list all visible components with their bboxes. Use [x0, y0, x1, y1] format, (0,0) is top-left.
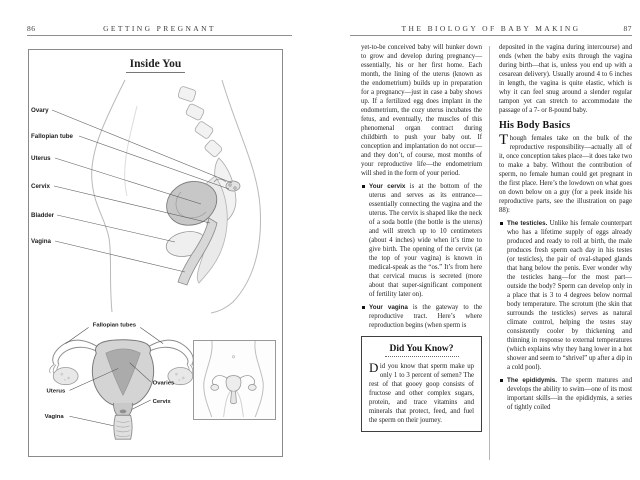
bullet-item-testicles	[499, 219, 632, 372]
right-header-rule	[350, 35, 632, 36]
inside-you-title: Inside You	[29, 58, 282, 73]
his-body-basics-heading: His Body Basics	[499, 120, 571, 131]
did-you-know-title: Did You Know?	[389, 344, 454, 354]
label-cervix: Cervix	[31, 183, 50, 190]
text-column-2	[499, 43, 632, 416]
cervical-os	[120, 410, 127, 414]
inset-torso-figure	[193, 340, 276, 420]
left-running-header: GETTING PREGNANT	[103, 24, 216, 33]
bullet-item-vagina	[361, 303, 482, 330]
label-uterus-frontal: Uterus	[46, 388, 66, 395]
label-fallopian-tubes: Fallopian tubes	[92, 322, 137, 329]
left-page-number: 86	[27, 24, 36, 33]
bullet-lead: Your cervix	[369, 183, 406, 190]
bullet-item-cervix	[361, 182, 482, 299]
label-vagina: Vagina	[31, 238, 51, 245]
label-uterus: Uterus	[31, 155, 51, 162]
paragraph: Though females take on the bulk of the reproductive responsibility—actually all of it, once conception takes place—it does take two to make a baby. Without the contribution of sperm, no female human could get pregnant in the first place. Here’s the lowdown on what goes on down below on a guy (for a peek inside his reproductive parts, see the illustration on page 88):	[499, 132, 632, 214]
left-header-rule	[27, 35, 292, 36]
frontal-view-diagram	[37, 314, 209, 442]
label-cervix-frontal: Cervix	[152, 398, 171, 405]
label-ovary: Ovary	[31, 107, 49, 114]
column-divider-rule	[489, 46, 490, 460]
bullet-item-epididymis	[499, 376, 632, 412]
bullet-lead: The epididymis.	[507, 377, 558, 384]
right-page	[320, 0, 640, 480]
dropcap: D	[369, 360, 379, 375]
bullet-text: The sperm matures and develops the ability to swim—one of its most important skills—in the epididymis, a series of tightly coiled	[507, 377, 632, 411]
inside-you-box	[28, 49, 283, 457]
bullet-marker	[362, 185, 365, 188]
bullet-text: Unlike his female counterpart who has a lifetime supply of eggs already produced and ready to roll at birth, the male produces fresh sperm each day in his testes (or testicles), the pair of oval-shaped glands that hang below the penis. Ever wonder why the testicles hang—for the most part—outside the body? Sperm can develop only in a place that is 3 to 4 degrees below normal body temperature. The scrotum (the skin that surrounds the testicles) serves as natural climate control, helping the testes stay consistently cooler by thickening and thinning in response to external temperatures (which explains why they hang lower in a hot shower and seem to “shrivel” up after a dip in a cold pool).	[507, 220, 632, 371]
right-running-header: THE BIOLOGY OF BABY MAKING	[401, 24, 581, 33]
bullet-marker	[362, 306, 365, 309]
label-vagina-frontal: Vagina	[44, 414, 64, 421]
bullet-marker	[500, 379, 503, 382]
navel	[232, 356, 234, 358]
bullet-marker	[500, 222, 503, 225]
cervix-illustration	[113, 403, 132, 415]
did-you-know-body: Did you know that sperm make up only 1 to 3 percent of semen? The rest of that gooey goop consists of fructose and other complex sugars, protein, and trace vitamins and minerals that protect, feed, and fuel the sperm on their journey.	[369, 360, 474, 424]
bullet-lead: Your vagina	[369, 304, 408, 311]
bullet-text: is at the bottom of the uterus and serves as its entrance—essentially connecting the vagina and the uterus. The cervix is shaped like the neck of a soda bottle (the bottle is the uterus) and will stretch up to 10 centimeters (about 4 inches) wide when it’s time to give birth. The opening of the cervix (at the top of your vagina) is known in medical-speak as the “os.” It’s from here that cervical mucus is secreted (more about that super-significant component of fertility later on).	[369, 183, 482, 298]
right-header	[350, 24, 632, 33]
right-page-number: 87	[623, 24, 632, 33]
label-ovaries: Ovaries	[152, 380, 175, 387]
torso-illustration	[194, 341, 273, 417]
mini-uterus-overlay	[211, 376, 256, 404]
paragraph: deposited in the vagina during intercourse) and ends (when the baby exits through the vagina during birth—that is, unless you end up with a cesarean delivery). Usually around 4 to 6 inches in length, the vagina is quite elastic, which is why it can feel snug around a slender regular tampon yet can stretch to accommodate the passage of a 7- or 8-pound baby.	[499, 44, 632, 114]
text-column-1	[361, 43, 482, 432]
bullet-text: is the gateway to the reproductive tract. Here’s where reproduction begins (when sperm is	[369, 304, 482, 329]
side-view-diagram	[29, 76, 278, 314]
bullet-lead: The testicles.	[507, 220, 548, 227]
label-fallopian-tube: Fallopian tube	[31, 133, 73, 140]
paragraph: yet-to-be conceived baby will hunker down to grow and develop during pregnancy—essentially, his or her first home. Each month, the lining of the uterus (known as the endometrium) builds up in preparation for a pregnancy—just in case a baby shows up. If a fertilized egg does implant in the endometrium, the cozy uterus incubates the fetus, and eventually, the muscles of this phenomenal organ contract during childbirth to push your baby out. If conception and implantation do not occur—and they don’t, of course, most months of your reproductive life—the endometrium will shed in the form of your period.	[361, 44, 482, 177]
label-bladder: Bladder	[31, 212, 55, 219]
dropcap: T	[499, 132, 509, 148]
did-you-know-box	[361, 336, 482, 432]
did-you-know-ornament-rule	[385, 356, 459, 357]
